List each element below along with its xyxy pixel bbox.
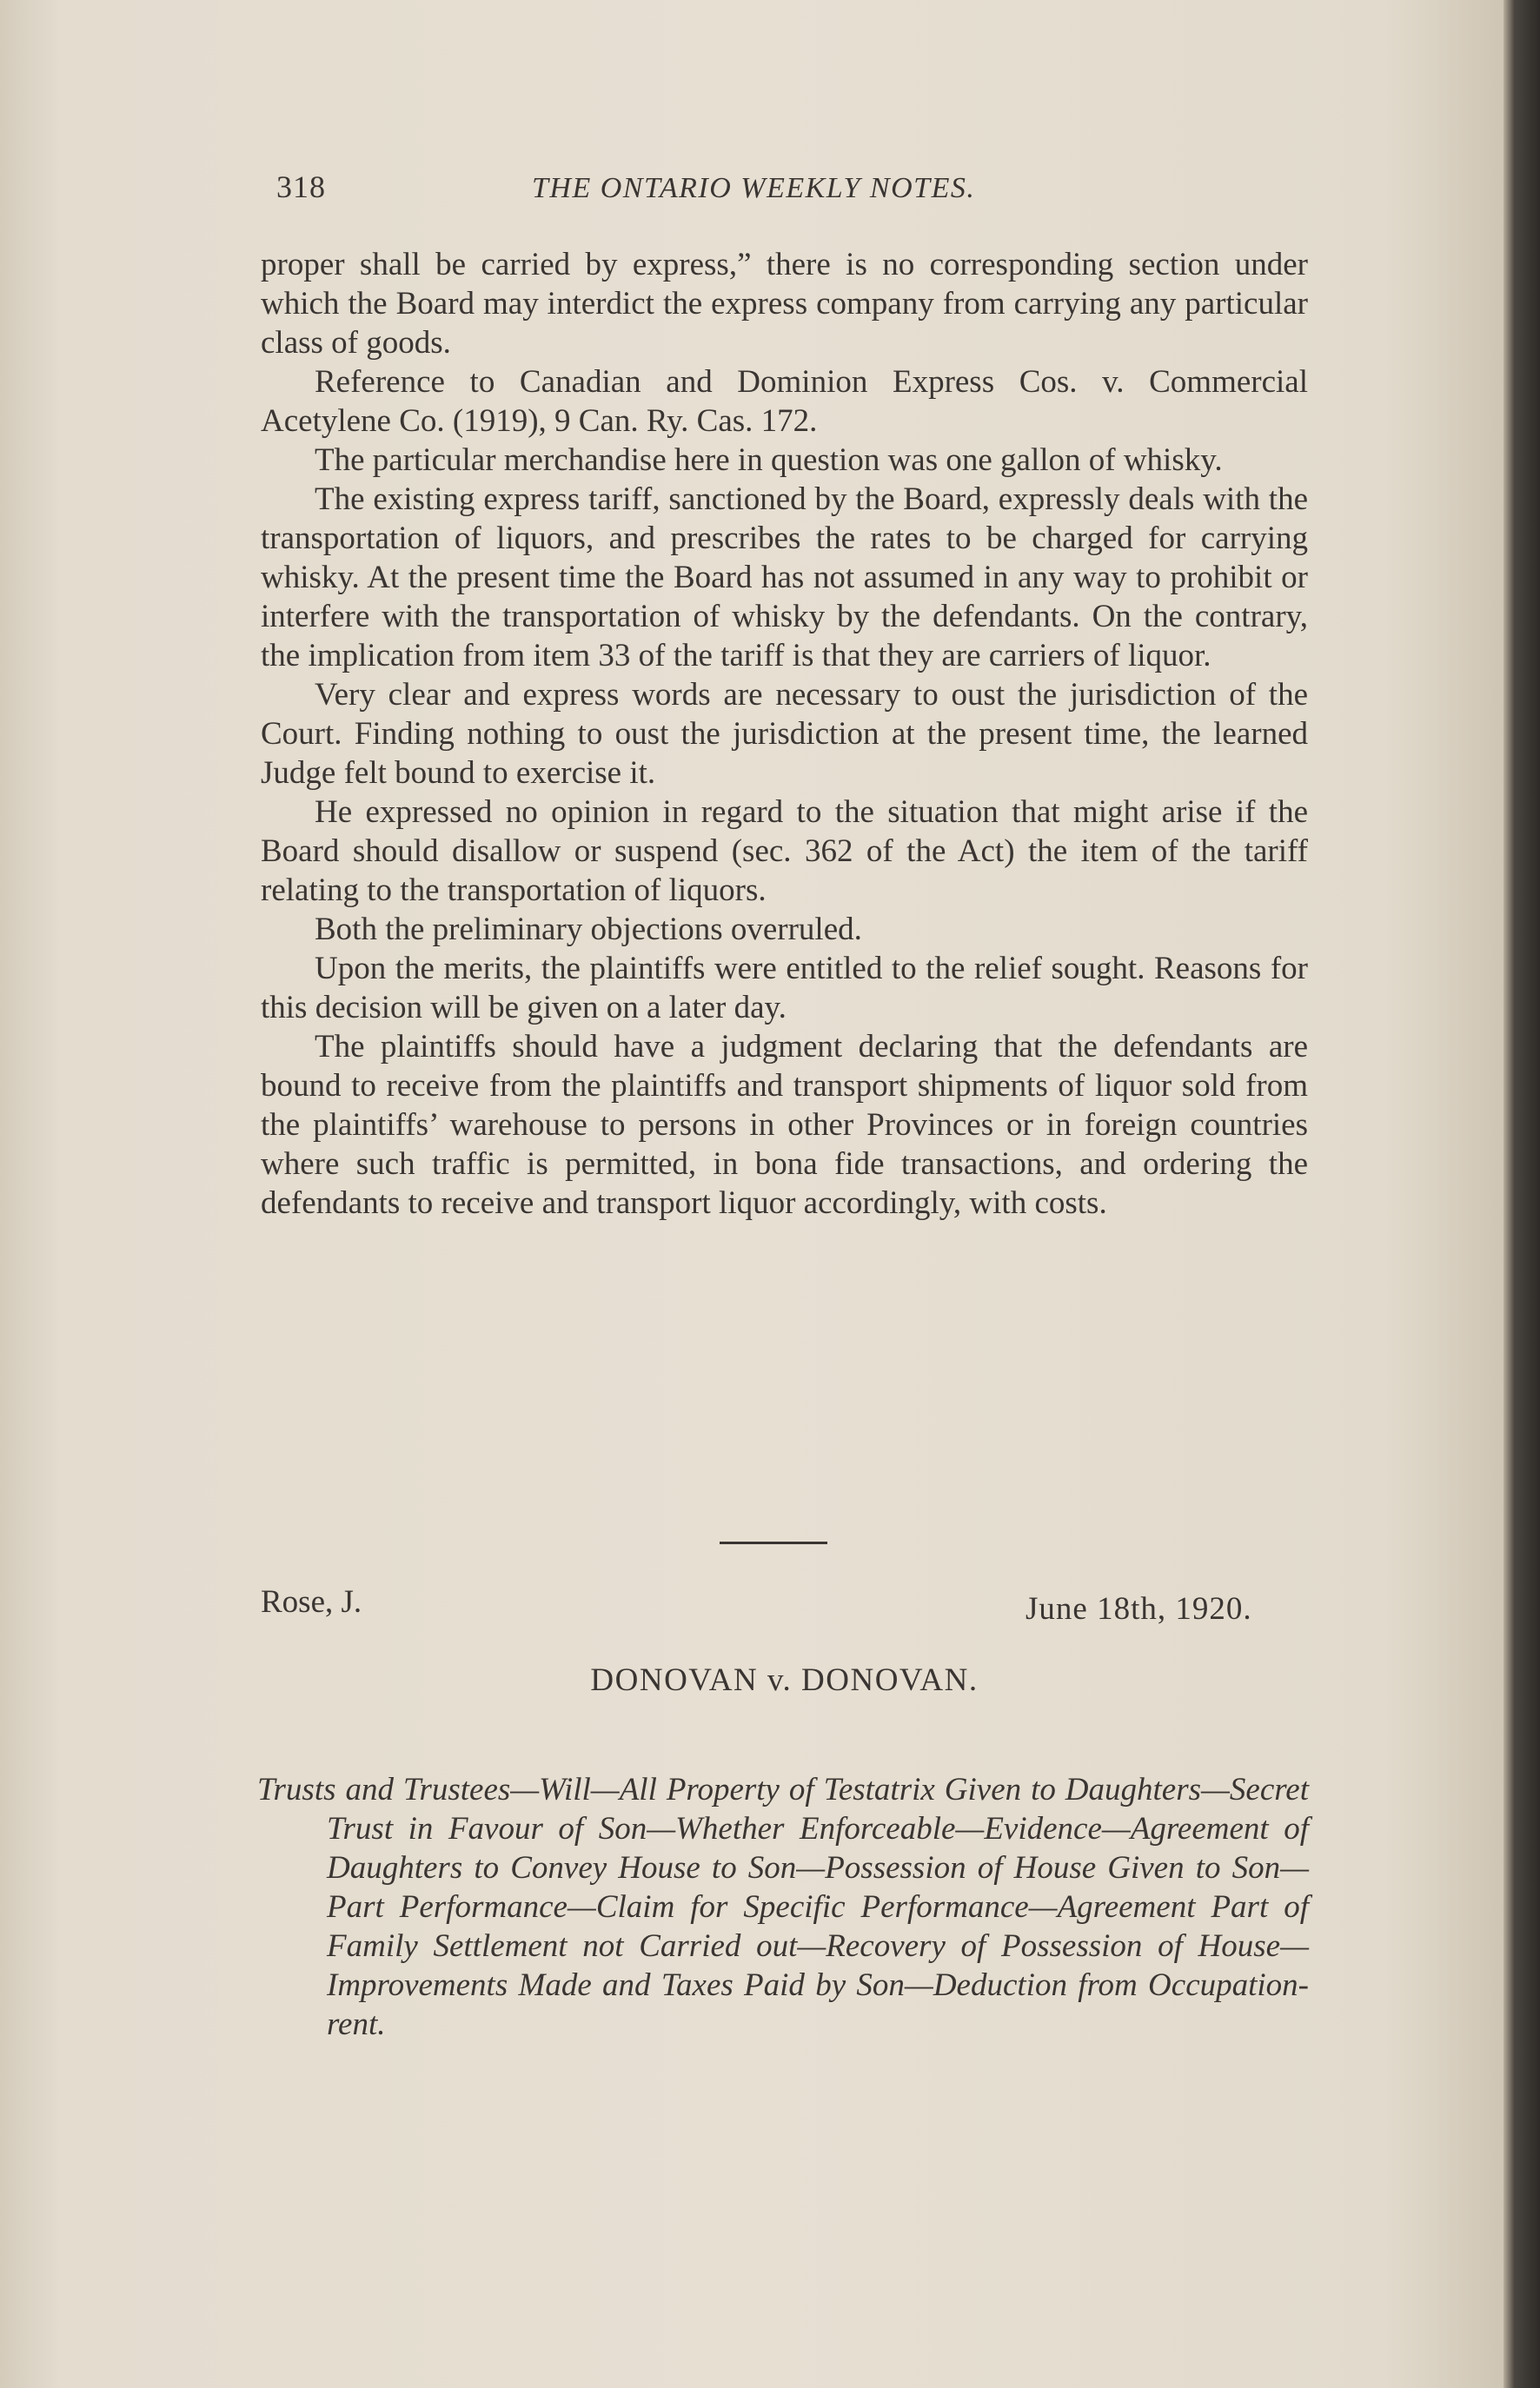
body-text (261, 245, 1308, 1223)
decision-date: June 18th, 1920. (1026, 1591, 1252, 1627)
case-headnote: Trusts and Trustees—Will—All Property of Testatrix Given to Daughters—Secret Trust in Favour of Son—Whether Enforceable—Evidence—Agreement of Daughters to Convey House to Son—Possession of House Given to Son—Part Performance—Claim for Specific Performance—Agreement Part of Family Settlement not Carried out—Recovery of Possession of House—Improvements Made and Taxes Paid by Son—Deduction from Occupation-rent. (257, 1772, 1309, 2042)
paragraph: He expressed no opinion in regard to the situation that might arise if the Board should disallow or suspend (sec. 362 of the Act) the item of the tariff relating to the transportation of liquors. (261, 794, 1308, 908)
paragraph: The particular merchandise here in question was one gallon of whisky. (315, 442, 1223, 478)
paragraph: Upon the merits, the plaintiffs were entitled to the relief sought. Reasons for this decision will be given on a later day. (261, 951, 1308, 1025)
running-title: THE ONTARIO WEEKLY NOTES. (532, 172, 976, 204)
paragraph: Very clear and express words are necessary to oust the jurisdiction of the Court. Finding nothing to oust the jurisdiction at the present time, the learned Judge felt bound to exercise it. (261, 677, 1308, 791)
page-number: 318 (276, 169, 326, 204)
judge-name: Rose, J. (261, 1584, 362, 1620)
paragraph: Both the preliminary objections overruled. (315, 912, 862, 947)
case-title: DONOVAN v. DONOVAN. (590, 1662, 979, 1698)
paragraph: proper shall be carried by express,” there is no corresponding section under which the Board may interdict the express company from carrying any particular class of goods. (261, 247, 1308, 361)
paragraph: Reference to Canadian and Dominion Express Cos. v. Commercial Acetylene Co. (1919), 9 Can. Ry. Cas. 172. (261, 364, 1308, 439)
section-divider (720, 1542, 827, 1544)
page-edge-shadow (1503, 0, 1540, 2388)
paragraph: The plaintiffs should have a judgment declaring that the defendants are bound to receive from the plaintiffs and transport shipments of liquor sold from the plaintiffs’ warehouse to persons in other Provinces or in foreign countries where such traffic is permitted, in bona fide transactions, and ordering the defendants to receive and transport liquor accordingly, with costs. (261, 1029, 1308, 1221)
page-header (261, 163, 1304, 216)
paragraph: The existing express tariff, sanctioned by the Board, expressly deals with the transportation of liquors, and prescribes the rates to be charged for carrying whisky. At the present time the Board has not assumed in any way to prohibit or interfere with the transportation of whisky by the defendants. On the contrary, the implication from item 33 of the tariff is that they are carriers of liquor. (261, 481, 1308, 673)
